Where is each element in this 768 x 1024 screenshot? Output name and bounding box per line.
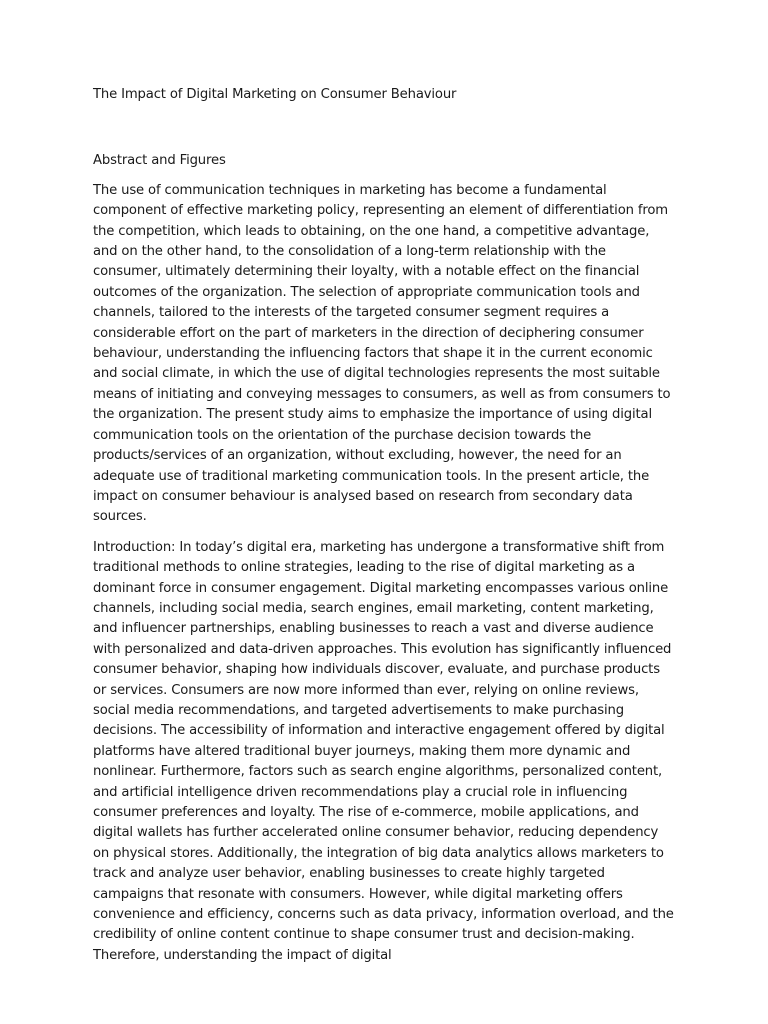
abstract-paragraph: The use of communication techniques in marketing has become a fundamental component of effective marketing policy, representing an element of differentiation from the competition, which leads to obtaining, on the one hand, a competitive advantage, and on the other hand, to the consolidation of a long-term relationship with the consumer, ultimately determining their loyalty, with a notable effect on the financial outcomes of the organization. The selection of appropriate communication tools and channels, tailored to the interests of the targeted consumer segment requires a considerable effort on the part of marketers in the direction of deciphering consumer behaviour, understanding the influencing factors that shape it in the current economic and social climate, in which the use of digital technologies represents the most suitable means of initiating and conveying messages to consumers, as well as from consumers to the organization. The present study aims to emphasize the importance of using digital communication tools on the orientation of the purchase decision towards the products/services of an organization, without excluding, however, the need for an adequate use of traditional marketing communication tools. In the present article, the impact on consumer behaviour is analysed based on research from secondary data sources. (93, 182, 671, 525)
introduction-paragraph: Introduction: In today’s digital era, marketing has undergone a transformative shift from traditional methods to online strategies, leading to the rise of digital marketing as a dominant force in consumer engagement. Digital marketing encompasses various online channels, including social media, search engines, email marketing, content marketing, and influencer partnerships, enabling businesses to reach a vast and diverse audience with personalized and data-driven approaches. This evolution has significantly influenced consumer behavior, shaping how individuals discover, evaluate, and purchase products or services. Consumers are now more informed than ever, relying on online reviews, social media recommendations, and targeted advertisements to make purchasing decisions. The accessibility of information and interactive engagement offered by digital platforms have altered traditional buyer journeys, making them more dynamic and nonlinear. Furthermore, factors such as search engine algorithms, personalized content, and artificial intelligence driven recommendations play a crucial role in influencing consumer preferences and loyalty. The rise of e-commerce, mobile applications, and digital wallets has further accelerated online consumer behavior, reducing dependency on physical stores. Additionally, the integration of big data analytics allows marketers to track and analyze user behavior, enabling businesses to create highly targeted campaigns that resonate with consumers. However, while digital marketing offers convenience and efficiency, concerns such as data privacy, information overload, and the credibility of online content continue to shape consumer trust and decision-making. Therefore, understanding the impact of digital (93, 539, 674, 963)
document-title: The Impact of Digital Marketing on Consumer Behaviour (93, 87, 457, 102)
document-page (93, 85, 677, 966)
section-heading-abstract: Abstract and Figures (93, 153, 226, 169)
